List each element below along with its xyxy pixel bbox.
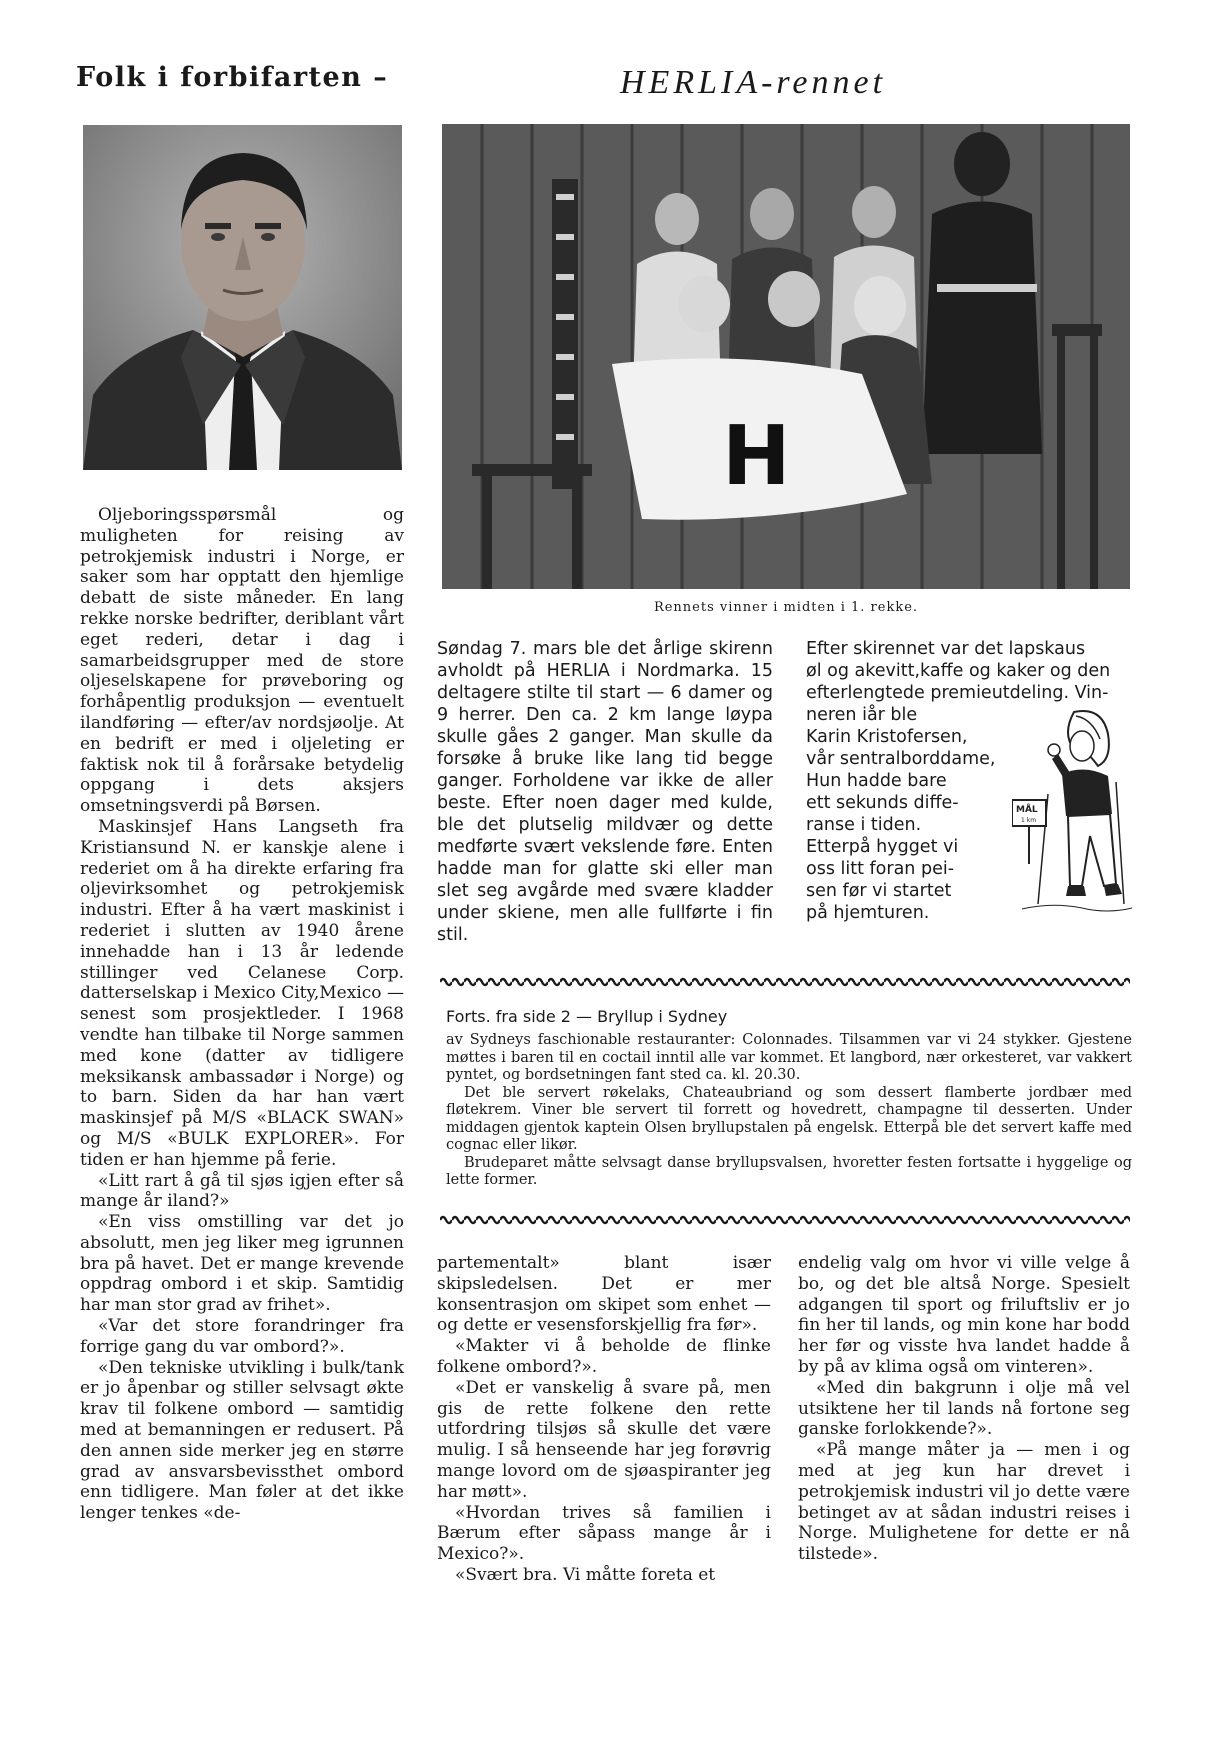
article-continuation-mid (437, 1253, 771, 1586)
article-paragraph: «Det er vanskelig å svare på, men gis de rette folkene den rette utfordring tilsjøs så skulle det være mulig. I så henseende har jeg forøvrig mange lovord om de sjøaspiranter jeg har møtt». (437, 1377, 771, 1502)
article-paragraph: «Makter vi å beholde de flinke folkene ombord?». (437, 1336, 771, 1377)
article-folk-i-forbifarten (80, 505, 404, 1524)
wavy-divider (440, 1213, 1130, 1225)
article-paragraph: Maskinsjef Hans Langseth fra Kristiansund N. er kanskje alene i rederiet om å ha direkte erfaring fra oljevirksomhet og petrokjemisk industri. Efter å ha vært maskinist i rederiet i slutten av 1940 årene innehadde han i 13 år ledende stillinger ved Celanese Corp. datterselskap i Mexico City,Mexico — senest som prosjektleder. I 1968 vendte han tilbake til Norge sammen med kone (datter av tidligere meksikansk ambassadør i Norge) og to barn. Siden da har han vært maskinsjef på M/S «BLACK SWAN» og M/S «BULK EXPLORER». For tiden er han hjemme på ferie. (80, 816, 404, 1170)
goal-sign-text: MÅL (1016, 805, 1038, 815)
article-paragraph: «En viss omstilling var det jo absolutt, men jeg liker meg igrunnen bra på havet. Det er mange krevende oppdrag ombord i et skip. Samtidig har man stor grad av frihet». (80, 1212, 404, 1316)
herlia-article-col2 (806, 638, 1136, 924)
sydney-paragraph: av Sydneys faschionable restauranter: Colonnades. Tilsammen var vi 24 stykker. Gjestene møttes i baren til en coctail inntil alle var kommet. Et langbord, nær orkesteret, var vakkert pyntet, og bordsetningen fant sted ca. kl. 20.30. (446, 1032, 1132, 1083)
article-paragraph: «Med din bakgrunn i olje må vel utsiktene her til lands nå fortone seg ganske forlokkende?». (798, 1377, 1130, 1440)
herlia-line: vår sentralborddame, (806, 749, 996, 769)
article-paragraph: «Den tekniske utvikling i bulk/tank er jo åpenbar og stiller selvsagt økte krav til folkene ombord — samtidig med at bemanningen er redusert. På den annen side merker jeg en større grad av ansvarsbevissthet ombord enn tidligere. Man føler at det ikke lenger tenkes «de- (80, 1357, 404, 1524)
article-paragraph: «Hvordan trives så familien i Bærum efter såpass mange år i Mexico?». (437, 1502, 771, 1565)
article-continuation-right (798, 1253, 1130, 1565)
herlia-line: efterlengtede premieutdeling. Vin- (806, 683, 1109, 703)
article-paragraph: partementalt» blant især skipsledelsen. Det er mer konsentrasjon om skipet som enhet — og dette er vesensforskjellig fra før». (437, 1253, 771, 1336)
herlia-line: sen før vi startet (806, 881, 952, 901)
portrait-photo (83, 125, 402, 470)
flag-letter-h: H (722, 409, 791, 504)
article-paragraph: Oljeboringsspørsmål og muligheten for reising av petrokjemisk industri i Norge, er saker som har opptatt den hjemlige debatt de siste måneder. En lang rekke norske bedrifter, deriblant vårt eget rederi, detar i dag i samarbeidsgrupper med de store oljeselskapene for prøveboring og forhåpentlig produksjon — eventuelt ilandføring — efter/av nordsjøolje. At en bedrift er med i oljeleting er faktisk nok til å forårsake betydelig oppgang i dets aksjers omsetningsverdi på Børsen. (80, 505, 404, 817)
herlia-line: ranse i tiden. (806, 815, 922, 835)
photo-caption: Rennets vinner i midten i 1. rekke. (653, 600, 919, 615)
sydney-continuation-heading: Forts. fra side 2 — Bryllup i Sydney (446, 1007, 728, 1026)
section-heading-herlia-rennet: HERLIA-rennet (620, 64, 887, 101)
herlia-line: øl og akevitt,kaffe og kaker og den (806, 661, 1111, 681)
sydney-paragraph: Det ble servert røkelaks, Chateaubriand og som dessert flamberte jordbær med fløtekrem. Viner ble servert til forrett og hovedrett, champagne til desserten. Under middagen gjentok kaptein Olsen bryllupstalen på engelsk. Etterpå ble det servert kaffe med cognac eller likør. (446, 1084, 1132, 1153)
herlia-line: på hjemturen. (806, 903, 930, 923)
herlia-line: Karin Kristofersen, (806, 727, 968, 747)
skier-illustration (1012, 704, 1136, 924)
goal-sign-distance: 1 km (1021, 817, 1037, 824)
group-photo-herlia (442, 124, 1130, 589)
article-paragraph: «På mange måter ja — men i og med at jeg kun har drevet i petrokjemisk industri vil jo dette være betinget av at sådan industri reises i Norge. Mulighetene for dette er nå tilstede». (798, 1440, 1130, 1565)
article-paragraph: «Svært bra. Vi måtte foreta et (455, 1564, 716, 1585)
herlia-line: Efter skirennet var det lapskaus (806, 639, 1086, 659)
wavy-divider (440, 975, 1130, 987)
herlia-paragraph: Søndag 7. mars ble det årlige skirenn avholdt på HERLIA i Nordmarka. 15 deltagere stilte til start — 6 damer og 9 herrer. Den ca. 2 km lange løypa skulle gåes 2 ganger. Man skulle da forsøke å bruke like lang tid begge ganger. Forholdene var ikke de aller beste. Efter noen dager med kulde, ble det plutselig mildvær og dette medførte svært vekslende føre. Enten hadde man for glatte ski eller man slet seg avgårde med svære kladder under skiene, men alle fullførte i fin stil. (437, 639, 773, 945)
article-paragraph: «Litt rart å gå til sjøs igjen efter så mange år iland?» (80, 1170, 404, 1212)
herlia-line: neren iår ble (806, 705, 918, 725)
sydney-article (446, 1032, 1132, 1190)
section-heading-folk-i-forbifarten: Folk i forbifarten – (76, 62, 389, 93)
herlia-line: ett sekunds diffe- (806, 793, 959, 813)
herlia-article-col1 (437, 638, 773, 946)
herlia-line: oss litt foran pei- (806, 859, 955, 879)
article-paragraph: endelig valg om hvor vi ville velge å bo, og det ble altså Norge. Spesielt adgangen til sport og friluftsliv er jo fin her til lands, og min kone har bodd her før og visste hva landet hadde å by på av klima også om vinteren». (798, 1253, 1130, 1377)
sydney-paragraph: Brudeparet måtte selvsagt danse bryllupsvalsen, hvoretter festen fortsatte i hyggelige og lette former. (446, 1154, 1132, 1188)
herlia-line: Etterpå hygget vi (806, 837, 959, 857)
article-paragraph: «Var det store forandringer fra forrige gang du var ombord?». (80, 1316, 404, 1357)
herlia-line: Hun hadde bare (806, 771, 947, 791)
